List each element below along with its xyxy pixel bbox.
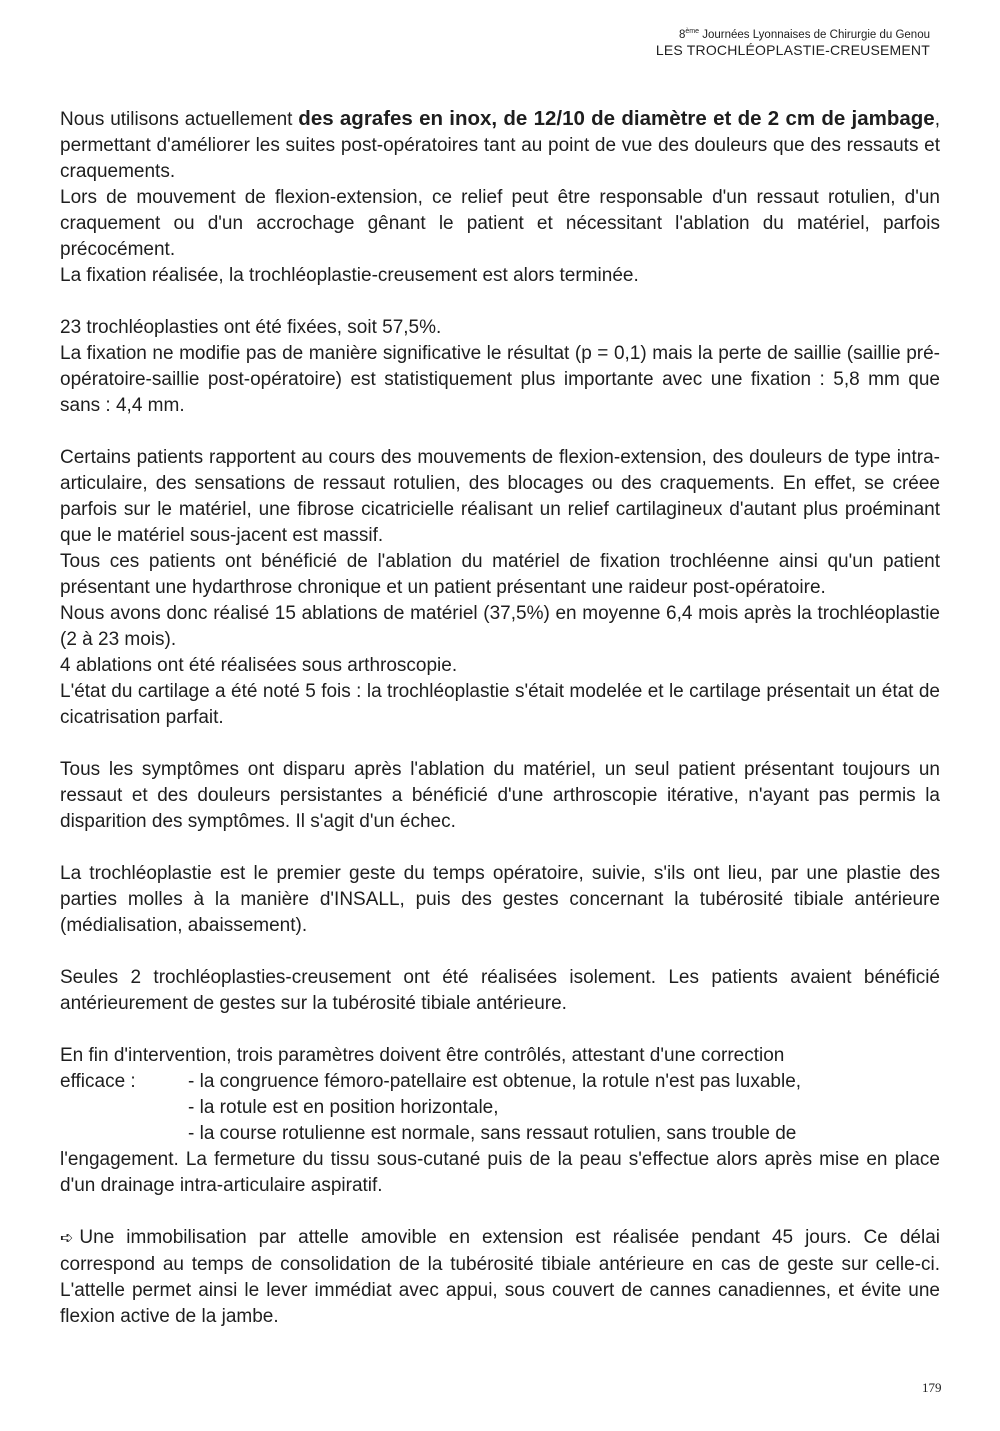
paragraph: L'état du cartilage a été noté 5 fois : la trochléoplastie s'était modelée et le cartilage présentait un état de cicatrisation parfait.	[60, 681, 940, 728]
page-number: 179	[922, 1380, 942, 1395]
paragraph: La fixation réalisée, la trochléoplastie-creusement est alors terminée.	[60, 265, 639, 286]
paragraph: Seules 2 trochléoplasties-creusement ont été réalisées isolement. Les patients avaient bénéficié antérieurement de gestes sur la tubérosité tibiale antérieure.	[60, 967, 940, 1014]
list-item: - la course rotulienne est normale, sans ressaut rotulien, sans trouble de	[188, 1123, 797, 1144]
paragraph: l'engagement. La fermeture du tissu sous-cutané puis de la peau s'effectue alors après mise en place d'un drainage intra-articulaire aspiratif.	[60, 1149, 940, 1196]
paragraph: Nous avons donc réalisé 15 ablations de matériel (37,5%) en moyenne 6,4 mois après la trochléoplastie (2 à 23 mois).	[60, 603, 940, 650]
edition-number: 8	[678, 28, 686, 41]
paragraph: Tous ces patients ont bénéficié de l'ablation du matériel de fixation trochléenne ainsi qu'un patient présentant une hydarthrose chronique et un patient présentant une raideur post-opératoire.	[60, 551, 940, 598]
paragraph-text: , permettant d'améliorer les suites post-opératoires tant au point de vue des douleurs que des ressauts et craquements.	[60, 109, 940, 182]
paragraph: 4 ablations ont été réalisées sous arthroscopie.	[60, 655, 458, 676]
list-item: - la rotule est en position horizontale,	[188, 1097, 499, 1118]
edition-suffix: ème	[685, 28, 699, 35]
paragraph-immobilisation	[60, 1225, 940, 1330]
paragraph-text: Nous utilisons actuellement	[60, 109, 299, 130]
arrow-icon: ➪	[60, 1230, 74, 1247]
list-item: - la congruence fémoro-patellaire est obtenue, la rotule n'est pas luxable,	[188, 1071, 802, 1092]
paragraph-staples	[60, 106, 940, 185]
bold-phrase: des agrafes en inox, de 12/10 de diamètre et de 2 cm de jambage	[298, 107, 935, 130]
body-text	[60, 106, 940, 1330]
running-header	[656, 28, 930, 58]
paragraph: La trochléoplastie est le premier geste du temps opératoire, suivie, s'ils ont lieu, par une plastie des parties molles à la manière d'INSALL, puis des gestes concernant la tubérosité tibiale antérieure (médialisation, abaissement).	[60, 863, 940, 936]
conference-name: Journées Lyonnaises de Chirurgie du Genou	[699, 28, 930, 41]
paragraph: 23 trochléoplasties ont été fixées, soit 57,5%.	[60, 317, 442, 338]
checklist-first-row	[60, 1069, 940, 1095]
paragraph: Tous les symptômes ont disparu après l'ablation du matériel, un seul patient présentant toujours un ressaut et des douleurs persistantes a bénéficié d'une arthroscopie itérative, n'ayant pas permis la disparition des symptômes. Il s'agit d'un échec.	[60, 759, 940, 832]
paragraph: Certains patients rapportent au cours des mouvements de flexion-extension, des douleurs de type intra-articulaire, des sensations de ressaut rotulien, des blocages ou des craquements. En effet, se créee parfois sur le matériel, une fibrose cicatricielle réalisant un relief cartilagineux d'autant plus proéminant que le matériel sous-jacent est massif.	[60, 447, 940, 546]
paragraph-text: Une immobilisation par attelle amovible en extension est réalisée pendant 45 jours. Ce délai correspond au temps de consolidation de la tubérosité tibiale antérieure en cas de geste sur celle-ci. L'attelle permet ainsi le lever immédiat avec appui, sous couvert de cannes canadiennes, et évite une flexion active de la jambe.	[60, 1227, 940, 1327]
section-title: LES TROCHLÉOPLASTIE-CREUSEMENT	[655, 42, 930, 59]
paragraph: La fixation ne modifie pas de manière significative le résultat (p = 0,1) mais la perte de saillie (saillie pré-opératoire-saillie post-opératoire) est statistiquement plus importante avec une fixation : 5,8 mm que sans : 4,4 mm.	[60, 343, 940, 416]
paragraph: En fin d'intervention, trois paramètres doivent être contrôlés, attestant d'une correction	[60, 1045, 785, 1066]
paragraph: Lors de mouvement de flexion-extension, ce relief peut être responsable d'un ressaut rotulien, d'un craquement ou d'un accrochage gênant le patient et nécessitant l'ablation du matériel, parfois précocément.	[60, 187, 940, 260]
conference-title	[656, 28, 930, 42]
list-lead: efficace :	[60, 1071, 136, 1092]
